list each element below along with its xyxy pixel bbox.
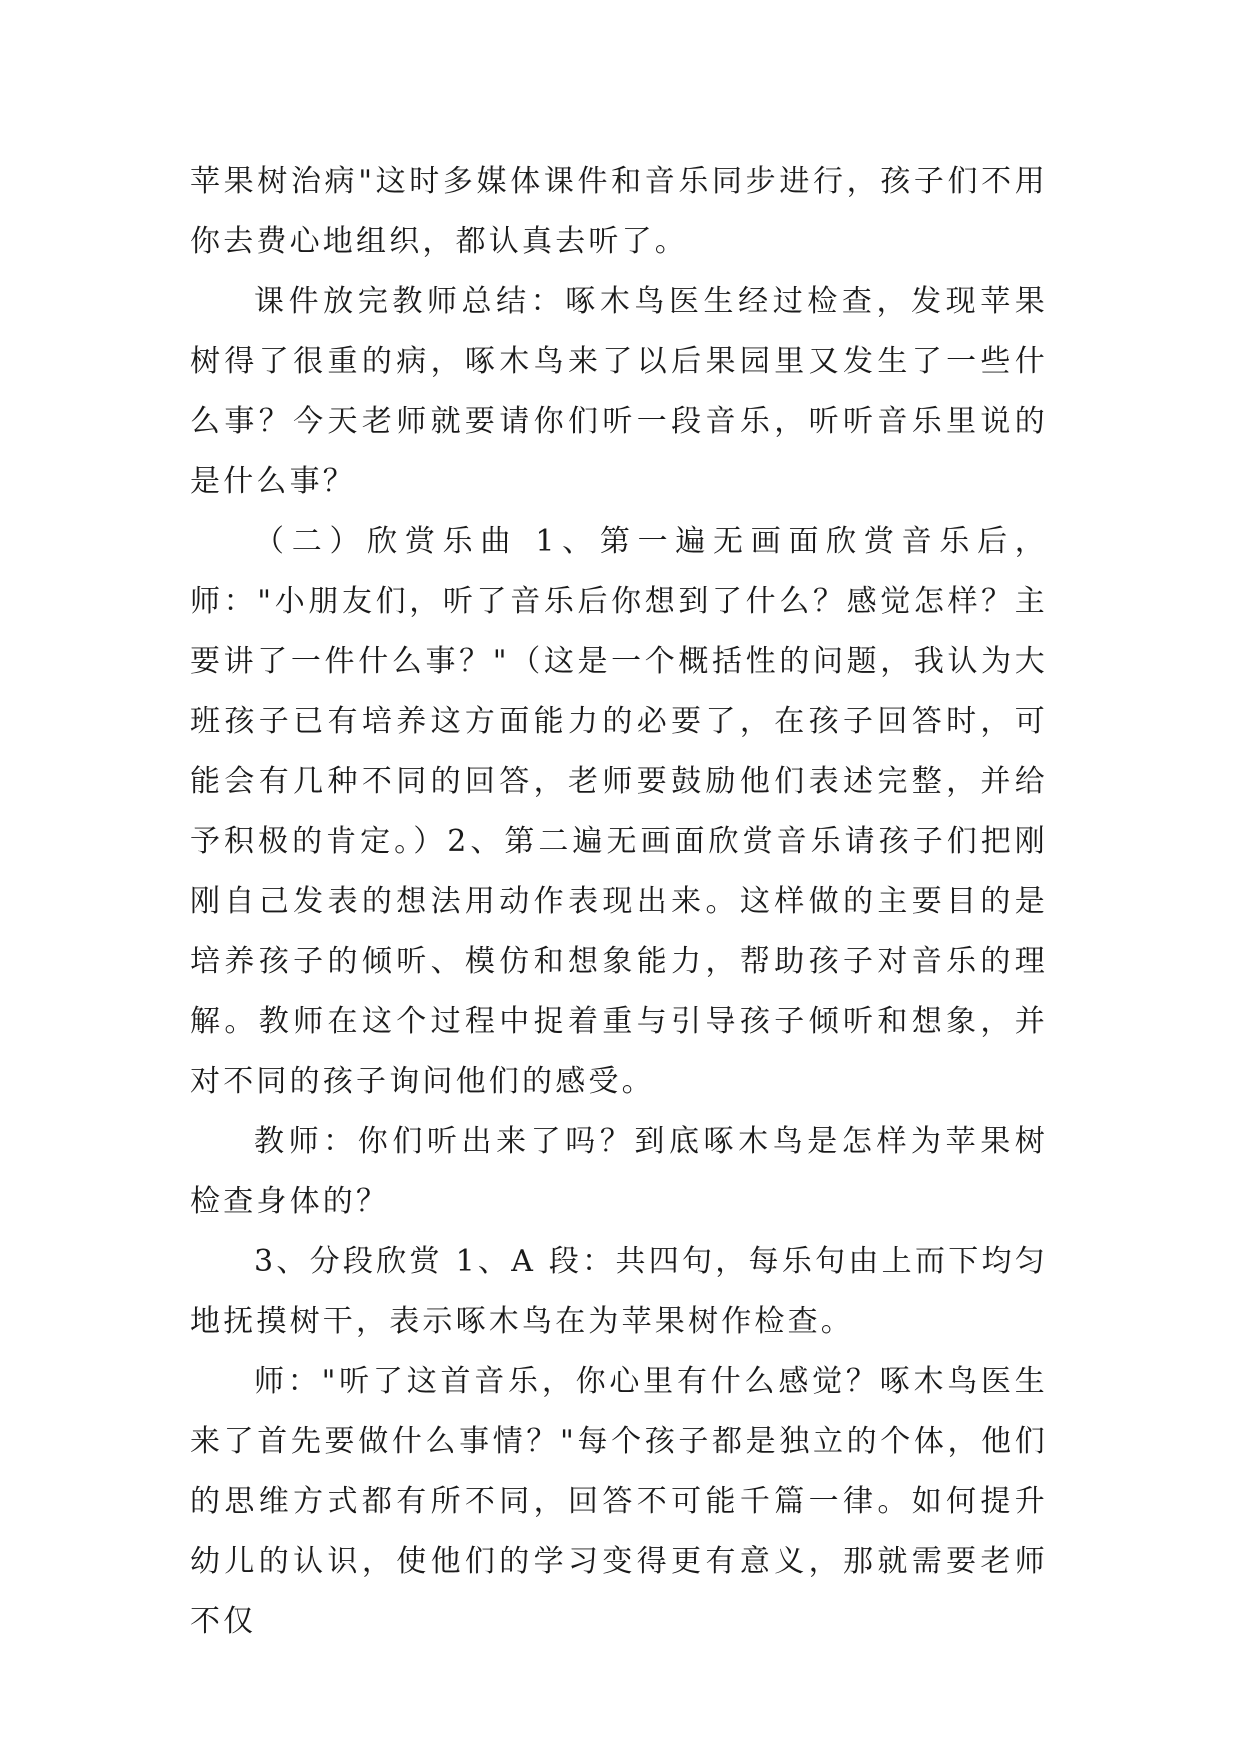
- paragraph-5: 3、分段欣赏 1、A 段：共四句，每乐句由上而下均匀地抚摸树干，表示啄木鸟在为苹果树作检查。: [190, 1244, 1048, 1339]
- paragraph-1: 苹果树治病"这时多媒体课件和音乐同步进行，孩子们不用你去费心地组织，都认真去听了。: [190, 164, 1048, 259]
- paragraph-3: （二）欣赏乐曲 1、第一遍无画面欣赏音乐后，师："小朋友们，听了音乐后你想到了什么？感觉怎样？主要讲了一件什么事？"（这是一个概括性的问题，我认为大班孩子已有培养这方面能力的必要了，在孩子回答时，可能会有几种不同的回答，老师要鼓励他们表述完整，并给予积极的肯定。）2、第二遍无画面欣赏音乐请孩子们把刚刚自己发表的想法用动作表现出来。这样做的主要目的是培养孩子的倾听、模仿和想象能力，帮助孩子对音乐的理解。教师在这个过程中捉着重与引导孩子倾听和想象，并对不同的孩子询问他们的感受。: [190, 524, 1048, 1099]
- document-body: [190, 152, 1048, 1652]
- paragraph-2: 课件放完教师总结：啄木鸟医生经过检查，发现苹果树得了很重的病，啄木鸟来了以后果园里又发生了一些什么事？今天老师就要请你们听一段音乐，听听音乐里说的是什么事？: [190, 284, 1048, 499]
- paragraph-6: 师："听了这首音乐，你心里有什么感觉？啄木鸟医生来了首先要做什么事情？"每个孩子都是独立的个体，他们的思维方式都有所不同，回答不可能千篇一律。如何提升幼儿的认识，使他们的学习变得更有意义，那就需要老师不仅: [190, 1364, 1048, 1639]
- paragraph-4: 教师：你们听出来了吗？到底啄木鸟是怎样为苹果树检查身体的？: [190, 1124, 1048, 1219]
